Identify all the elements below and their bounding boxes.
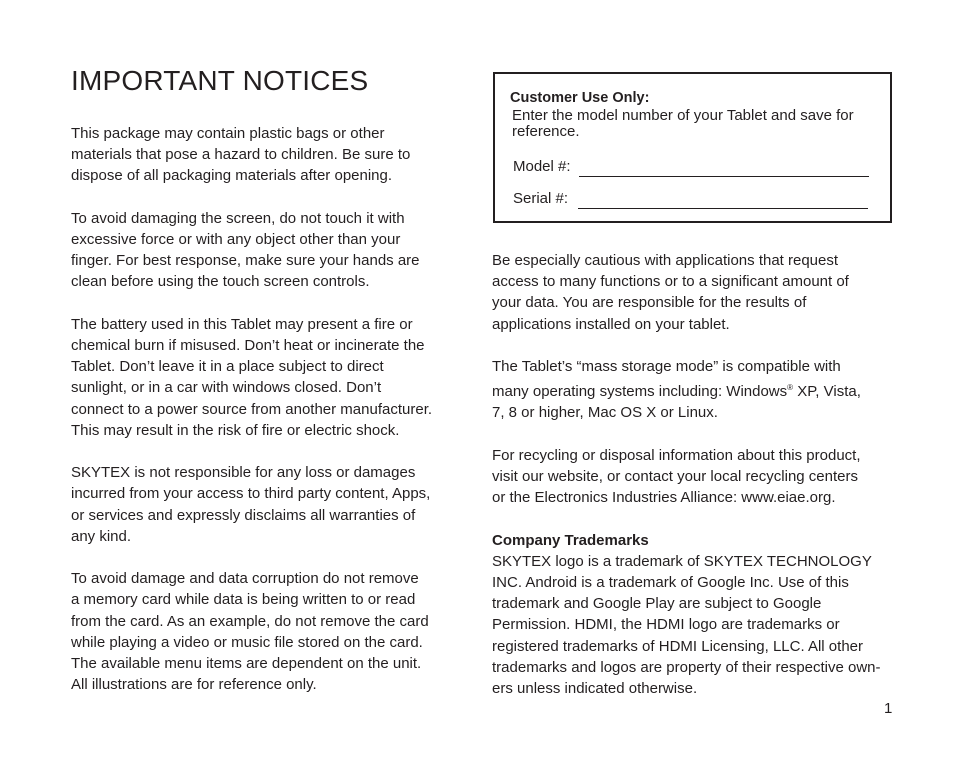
trademarks-heading: Company Trademarks [492,531,649,549]
customer-box-instruction: Enter the model number of your Tablet and save for reference. [512,107,854,140]
notice-battery: The battery used in this Tablet may present a fire or chemical burn if misused. Don’t heat or incinerate the Tablet. Don’t leave it in a place subject to direct sunlight, or in a car with windows closed. Don’t connect to a power source from another manufacturer. This may result in the risk of fire or electric shock. [71,315,433,439]
left-column [71,123,463,695]
serial-label: Serial #: [513,190,569,207]
customer-box-title: Customer Use Only: [510,90,650,106]
notice-recycling: For recycling or disposal information about this product, visit our website, or contact your local recycling centers or the Electronics Industries Alliance: www.eiae.org. [492,446,861,507]
notice-liability: SKYTEX is not responsible for any loss or damages incurred from your access to third party content, Apps, or services and expressly disclaims all warranties of any kind. [71,464,431,545]
model-blank [579,162,869,177]
model-number-line [513,157,869,177]
right-column [492,250,910,699]
serial-number-line [513,189,868,209]
storage-text-before: The Tablet’s “mass storage mode” is compatible with many operating systems including: Windows [492,358,841,401]
notice-applications: Be especially cautious with applications that request access to many functions or to a significant amount of your data. You are responsible for the results of applications installed on your tablet. [492,252,849,333]
notice-screen-care: To avoid damaging the screen, do not touch it with excessive force or with any object other than your finger. For best response, make sure your hands are clean before using the touch screen controls. [71,209,420,291]
trademarks-text: SKYTEX logo is a trademark of SKYTEX TECHNOLOGY INC. Android is a trademark of Google Inc. Use of this trademark and Google Play are subject to Google Permission. HDMI, the HDMI logo are trademarks or registered trademarks of HDMI Licensing, LLC. All other trademarks and logos are property of their respective own- ers unless indicated otherwise. [492,552,881,698]
customer-use-box [493,72,892,223]
notice-mass-storage [492,356,910,424]
registered-mark: ® [787,383,794,393]
page-number: 1 [884,700,893,717]
model-label: Model #: [513,158,571,175]
serial-blank [578,194,868,209]
page-title: IMPORTANT NOTICES [71,65,369,96]
notice-memory-card: To avoid damage and data corruption do not remove a memory card while data is being written to or read from the card. As an example, do not remove the card while playing a video or music file stored on the card. The available menu items are dependent on the unit. All illustrations are for reference only. [71,570,429,694]
notice-plastic-bags: This package may contain plastic bags or other materials that pose a hazard to children. Be sure to dispose of all packaging materials after opening. [71,125,411,185]
storage-text-after: XP, Vista, 7, 8 or higher, Mac OS X or Linux. [492,383,861,422]
